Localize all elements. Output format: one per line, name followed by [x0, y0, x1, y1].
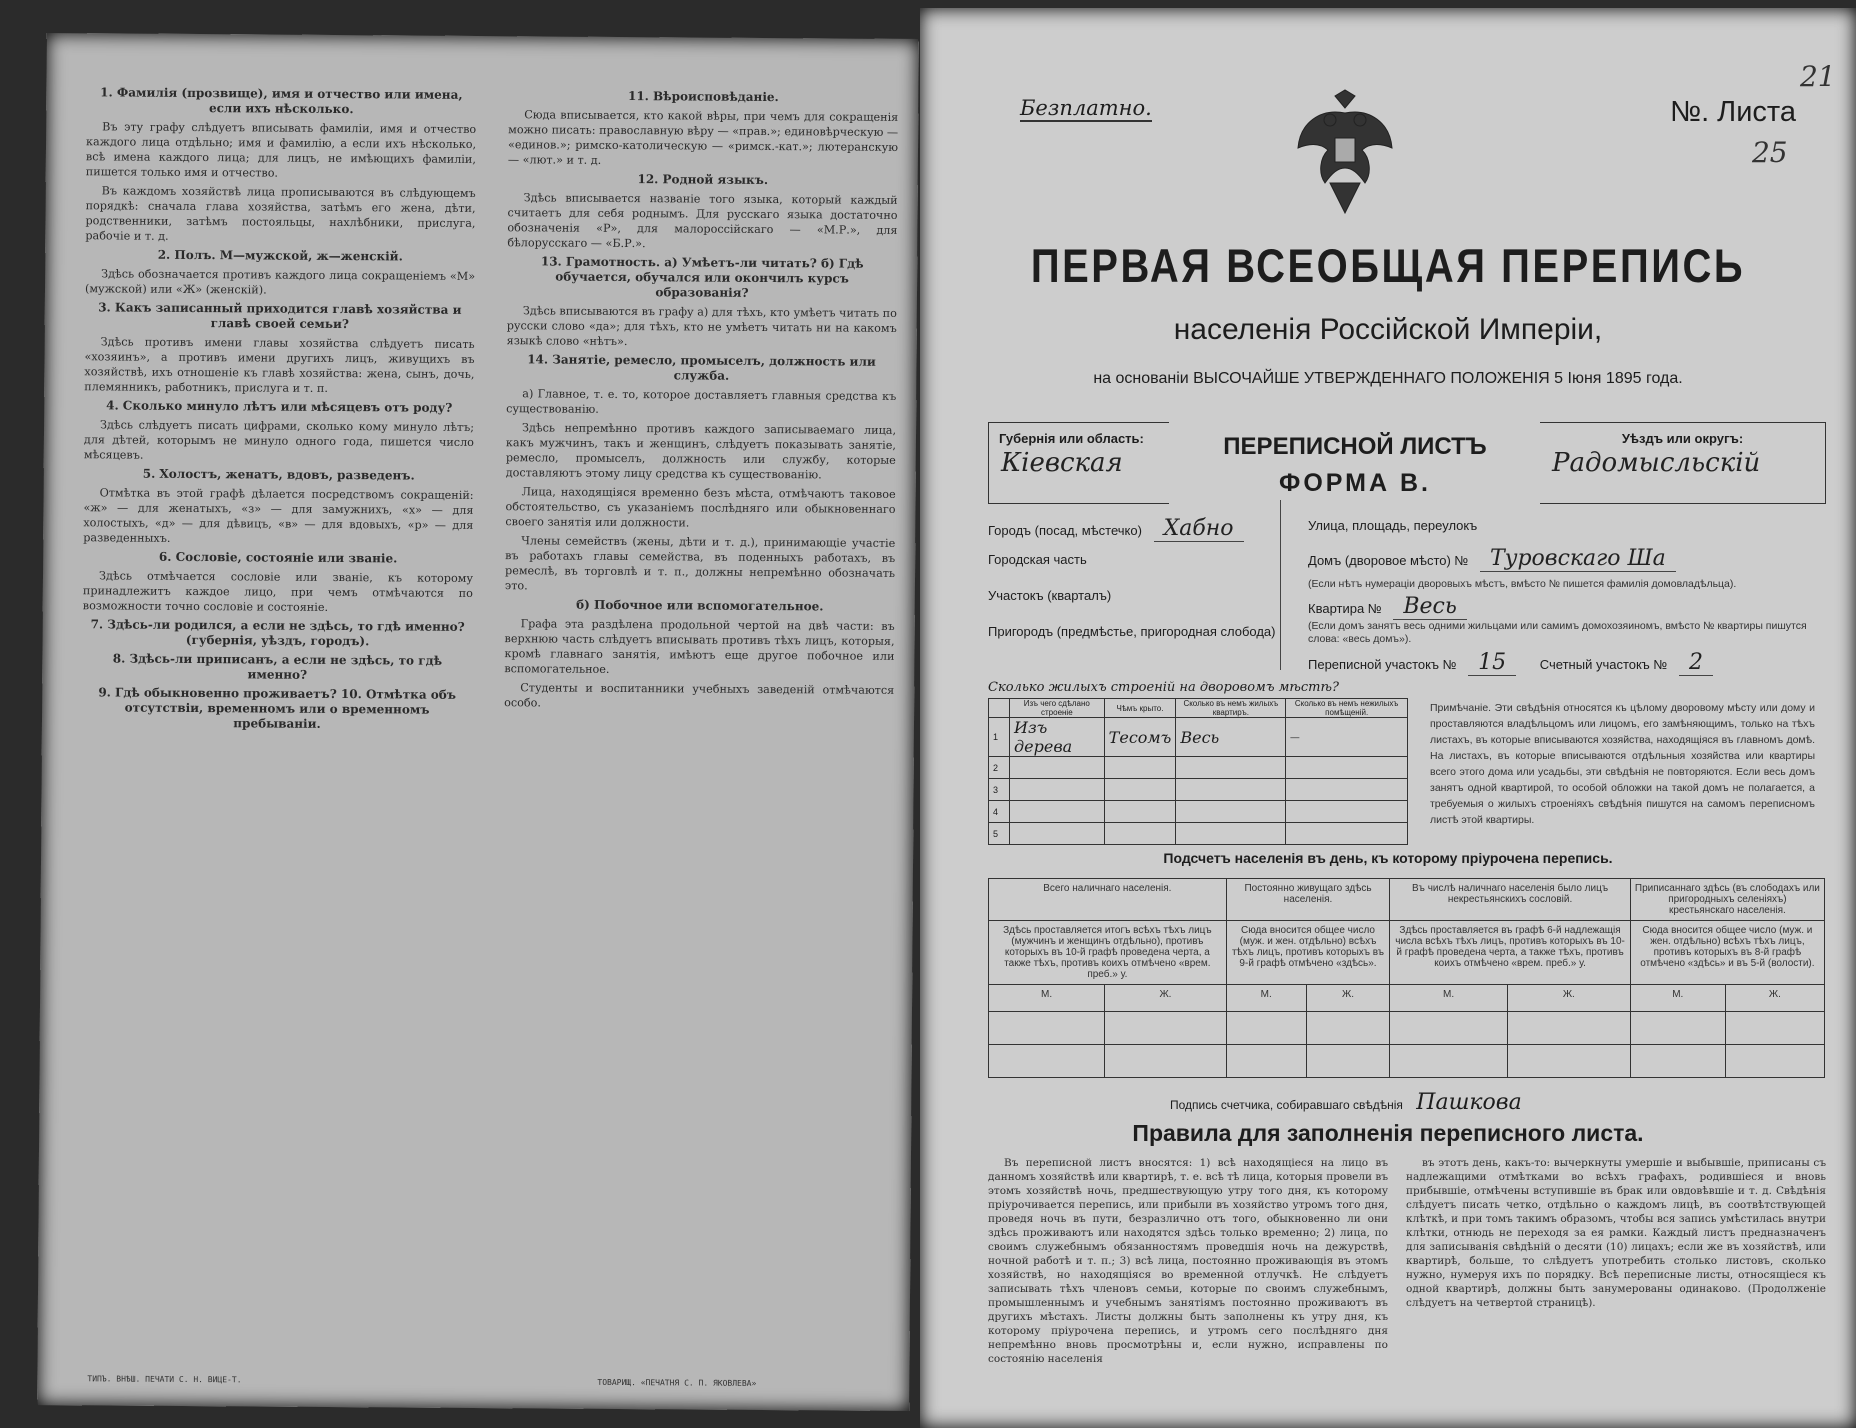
basis-line: на основаніи ВЫСОЧАЙШЕ УТВЕРЖДЕННАГО ПОЛОЖЕНІЯ 5 Іюня 1895 года. — [1093, 370, 1683, 387]
buildings-header-row — [989, 699, 1408, 718]
population-table — [988, 878, 1825, 1078]
pop-header: Постоянно живущаго здѣсь населенія. — [1226, 879, 1390, 921]
male-label: М. — [1630, 985, 1725, 1012]
census-plot-value: 15 — [1468, 650, 1516, 676]
rules-column-1 — [988, 1156, 1388, 1418]
suburb-field — [988, 624, 1275, 639]
city-label: Городъ (посад, мѣстечко) — [988, 523, 1142, 538]
col1-para: Отмѣтка въ этой графѣ дѣлается посредствомъ сокращеній: «ж» — для женатыхъ, «з» — для замужнихъ, «х» — для холостыхъ, «д» — для дѣвицъ, «в» — для вдовыхъ, «р» — для разведенныхъ. — [83, 486, 474, 545]
pop-desc: Здѣсь проставляется въ графѣ 6-й надлежащія числа всѣхъ тѣхъ лицъ, противъ которыхъ въ 10-й графѣ проведена черта, а также тѣхъ, противъ коихъ отмѣчено «врем. преб.» у. — [1390, 921, 1631, 985]
col2-para: Сюда вписывается, кто какой вѣры, при чемъ для сокращенія можно писать: православную вѣру — «прав.»; единовѣрческую — «единов.»; римско-католическую — «римск.-кат.»; лютеранскую — «лют.» и т. д. — [507, 108, 899, 167]
col2-para: Студенты и воспитанники учебныхъ заведеній отмѣчаются особо. — [504, 681, 895, 710]
page-title: ПЕРВАЯ ВСЕОБЩАЯ ПЕРЕПИСЬ — [1030, 239, 1746, 292]
population-count-title: Подсчетъ населенія въ день, къ которому пріурочена перепись. — [1163, 850, 1613, 866]
count-plot-value: 2 — [1679, 650, 1713, 676]
apartment-value: Весь — [1393, 594, 1467, 620]
rules-column-2 — [1406, 1156, 1826, 1418]
rules-title: Правила для заполненія переписного листа. — [1132, 1120, 1644, 1146]
city-field — [988, 516, 1244, 541]
table-row — [989, 718, 1408, 757]
divider — [1280, 500, 1281, 670]
col2-para: Здѣсь вписываются въ графу а) для тѣхъ, кто умѣетъ читать по русски слово «да»; для тѣхъ, кто не умѣетъ читать ни на какомъ языкѣ слово «нѣтъ». — [506, 304, 897, 349]
col1-para: Здѣсь противъ имени главы хозяйства слѣдуетъ писать «хозяинъ», а противъ имени другихъ лицъ, живущихъ въ хозяйствѣ, ихъ отношеніе къ главѣ хозяйства: жена, сынъ, дочь, племянникъ, работникъ, прислуга и т. п. — [84, 335, 475, 395]
house-field — [1308, 546, 1676, 571]
sheet-number-hand: 21 — [1799, 60, 1836, 93]
left-column-1 — [78, 81, 477, 1348]
female-label: Ж. — [1507, 985, 1630, 1012]
col2-para: Здѣсь непремѣнно противъ каждого записываемаго лица, какъ мужчинъ, такъ и женщинъ, слѣдуетъ показывать занятіе, ремесло, промыселъ, должность или службу, которые доставляютъ этому лицу средства къ существованію. — [505, 421, 897, 482]
col2-heading: 11. Вѣроисповѣданіе. — [627, 89, 779, 105]
rules-text-2: въ этотъ день, какъ-то: вычеркнуты умершіе и выбывшіе, приписаны съ надлежащими отмѣтками во всѣхъ графахъ, родившіеся и вновь прибывшіе, отмѣчены вступившіе въ брак или овдовѣвшіе и т. д. Свѣдѣнія слѣдуетъ писать четко, отдѣльно о каждомъ лицѣ, въ соотвѣтствующей клѣткѣ, и при томъ такимъ образомъ, чтобы вся запись умѣстилась внутри клѣтки, отнюдь не переходя за ея рамки. Каждый листъ предназначенъ для записыванія свѣдѣній о десяти (10) лицахъ; если же въ хозяйствѣ, или квартирѣ, больше, то слѣдуетъ употребить столько листовъ, сколько нужно, нумеруя ихъ по порядку. Всѣ переписные листы, относящіеся къ одной квартирѣ, должны быть занумерованы одинаково. (Продолженіе слѣдуетъ на четвертой страницѣ). — [1406, 1157, 1826, 1309]
col2-subheading: 13. Грамотность. а) Умѣетъ-ли читать? б) Гдѣ обучается, обучался или окончилъ курсъ образованія? — [540, 254, 864, 300]
col1-para: Здѣсь обозначается противъ каждого лица сокращеніемъ «М» (мужской) или «Ж» (женскій). — [84, 267, 476, 297]
left-footer-1: ТИПЪ. ВНѢШ. ПЕЧАТИ С. Н. ВИЦЕ-Т. — [87, 1374, 242, 1385]
row-number: 5 — [989, 823, 1010, 845]
signature-value: Пашкова — [1416, 1090, 1522, 1115]
male-label: М. — [1390, 985, 1508, 1012]
street-label: Улица, площадь, переулокъ — [1308, 518, 1478, 533]
buildings-table — [988, 698, 1408, 845]
col1-para: Здѣсь отмѣчается сословіе или званіе, къ которому принадлежитъ каждое лицо, при чемъ отмѣчаются по возможности точно сословіе и состояніе. — [82, 569, 474, 614]
free-label: Безплатно. — [1020, 96, 1152, 120]
apartment-label: Квартира № — [1308, 601, 1382, 616]
pop-blank-row — [989, 1045, 1825, 1078]
suburb-label: Пригородъ (предмѣстье, пригородная слобода) — [988, 624, 1276, 639]
street-field — [1308, 518, 1477, 533]
pop-header: Приписаннаго здѣсь (въ слободахъ или пригородныхъ селеніяхъ) крестьянскаго населенія. — [1630, 879, 1824, 921]
province-value: Кіевская — [1001, 448, 1123, 478]
district-box — [1540, 422, 1826, 504]
row-number: 2 — [989, 757, 1010, 779]
form-title-text: ПЕРЕПИСНОЙ ЛИСТЪ — [1223, 433, 1487, 460]
female-label: Ж. — [1105, 985, 1227, 1012]
house-note: (Если нѣтъ нумераціи дворовыхъ мѣстъ, вмѣсто № пишется фамилія домовладѣльца). — [1308, 578, 1737, 590]
sheet-number — [1669, 60, 1836, 169]
bld-header: Чѣмъ крыто. — [1104, 699, 1176, 718]
double-headed-eagle-icon — [1290, 88, 1400, 218]
col2-para: Графа эта раздѣлена продольной чертой на двѣ части: въ верхнюю часть слѣдуетъ вписывать противъ тѣхъ лицъ, которыя, кромѣ главнаго занятія, имѣютъ еще другое побочное или вспомогательное. — [504, 617, 895, 676]
apartment-field — [1308, 594, 1467, 619]
left-page — [37, 33, 919, 1411]
province-label: Губернія или область: — [999, 431, 1144, 446]
col2-subheading: 12. Родной языкъ. — [637, 172, 769, 188]
bld-nonres: — — [1286, 718, 1408, 757]
pop-header: Всего наличнаго населенія. — [989, 879, 1227, 921]
page-subtitle: населенія Россійской Имперіи, — [1173, 313, 1603, 346]
sheet-number-label: №. Листа — [1669, 96, 1796, 128]
rules-text-1: Въ переписной листъ вносятся: 1) всѣ находящіеся на лицо въ данномъ хозяйствѣ или квартирѣ, т. е. всѣ тѣ лица, которыя провели въ этомъ хозяйствѣ ночь, предшествующую утру того дня, къ которому пріурочивается перепись, или прибыли въ хозяйство утромъ того дня, проведя ночь въ пути, безразлично отъ того, обыкновенно ли они здѣсь проживаютъ или находятся здѣсь только временно; 2) лица, по своимъ служебнымъ обязанностямъ проведшія ночь на дежурствѣ, ночной работѣ и т. п.; 3) всѣ лица, постоянно проживающія въ этомъ хозяйствѣ, но находящіяся во временной отлучкѣ. Не слѣдуетъ записывать тѣхъ членовъ семьи, которые по своимъ служебнымъ, промышленнымъ и учебнымъ занятіямъ постоянно проживаютъ въ другихъ мѣстахъ. Листы должны быть заполнены къ утру дня, къ которому пріурочена перепись, и утромъ сего послѣдняго дня непремѣнно вновь просмотрѣны и, если нужно, исправлены по состоянію населенія — [988, 1157, 1388, 1365]
col1-subheading: 3. Какъ записанный приходится главѣ хозяйства и главѣ своей семьи? — [98, 300, 462, 332]
row-number: 4 — [989, 801, 1010, 823]
left-footer-2: ТОВАРИЩ. «ПЕЧАТНЯ С. П. ЯКОВЛЕВА» — [597, 1377, 757, 1388]
city-part-label: Городская часть — [988, 552, 1087, 567]
col1-para: Въ каждомъ хозяйствѣ лица прописываются въ слѣдующемъ порядкѣ: сначала глава хозяйства, затѣмъ его жена, дѣти, родственники, затѣмъ постояльцы, нахлѣбники, прислуга, рабочіе и т. д. — [85, 184, 476, 243]
signature-label: Подпись счетчика, собиравшаго свѣдѣнія — [1170, 1098, 1403, 1112]
district-label: Уѣздъ или округъ: — [1621, 431, 1744, 446]
male-label: М. — [1226, 985, 1306, 1012]
pop-desc: Сюда вносится общее число (муж. и жен. отдѣльно) всѣхъ тѣхъ лицъ, противъ которыхъ въ 9-й графѣ отмѣчено «здѣсь». — [1226, 921, 1390, 985]
plot-label: Участокъ (кварталъ) — [988, 588, 1112, 603]
form-letter: ФОРМА В. — [1279, 469, 1431, 497]
bld-apts: Весь — [1176, 718, 1286, 757]
province-box — [988, 422, 1169, 504]
col1-para: Здѣсь слѣдуетъ писать цифрами, сколько кому минуло лѣтъ; для дѣтей, которымъ не минуло одного года, пишется число мѣсяцевъ. — [83, 418, 475, 462]
table-row — [989, 823, 1408, 845]
counter-signature — [1170, 1090, 1522, 1115]
census-plot-label: Переписной участокъ № — [1308, 657, 1457, 672]
col2-subheading: 14. Занятіе, ремесло, промыселъ, должность или служба. — [527, 352, 876, 383]
pop-desc-row — [989, 921, 1825, 985]
pop-desc: Сюда вносится общее число (муж. и жен. отдѣльно) всѣхъ тѣхъ лицъ, противъ которыхъ въ 8-й графѣ отмѣчено «здѣсь» и въ 5-й (волости). — [1630, 921, 1824, 985]
bld-header: Сколько въ немъ жилыхъ квартиръ. — [1176, 699, 1286, 718]
count-plot-label: Счетный участокъ № — [1539, 657, 1668, 672]
col1-subheading: 9. Гдѣ обыкновенно проживаетъ? 10. Отмѣтка объ отсутствіи, временномъ или о временномъ пребываніи. — [98, 685, 457, 731]
house-value: Туровскаго Ша — [1480, 546, 1676, 572]
col2-para: Лица, находящіяся временно безъ мѣста, отмѣчаютъ таковое обстоятельство, съ указаніемъ послѣдняго или обыкновеннаго своего занятія или должности. — [505, 485, 896, 530]
right-page — [920, 8, 1856, 1428]
table-row — [989, 801, 1408, 823]
left-column-2 — [500, 84, 899, 1351]
female-label: Ж. — [1306, 985, 1390, 1012]
table-row — [989, 757, 1408, 779]
col2-subheading: б) Побочное или вспомогательное. — [576, 597, 824, 614]
form-title — [1190, 433, 1520, 498]
house-label: Домъ (дворовое мѣсто) № — [1308, 553, 1469, 568]
col1-subheading: 7. Здѣсь-ли родился, а если не здѣсь, то гдѣ именно? (губернія, уѣздъ, городъ). — [90, 617, 465, 649]
note-primechanie: Примѣчаніе. Эти свѣдѣнія относятся къ цѣлому дворовому мѣсту или дому и проставляются владѣльцомъ или лицомъ, его замѣняющимъ, только на тѣхъ листахъ, въ которые вписываются хозяйства, находящіяся въ главномъ домѣ. На листахъ, въ которые вписываются отдѣльныя хозяйства или квартиры всего этого дома или усадьбы, эти свѣдѣнія не повторяются. Если весь домъ занятъ одной квартирой, то особой обложки на такой домъ не полагается, а требуемыя о жилыхъ строеніяхъ свѣдѣнія пишутся на самомъ переписномъ листѣ этой квартиры. — [1430, 702, 1815, 826]
pop-header-row — [989, 879, 1825, 921]
col1-heading: 1. Фамилія (прозвище), имя и отчество или имена, если ихъ нѣсколько. — [100, 85, 463, 117]
census-plot-field — [1308, 650, 1713, 675]
row-number: 3 — [989, 779, 1010, 801]
col1-subheading: 2. Полъ. М—мужской, ж—женскій. — [157, 247, 403, 264]
sheet-number-hand-2: 25 — [1751, 136, 1788, 169]
col2-para: а) Главное, т. е. то, которое доставляетъ главныя средства къ существованію. — [506, 387, 897, 416]
male-label: М. — [989, 985, 1105, 1012]
table-row — [989, 779, 1408, 801]
pop-desc: Здѣсь проставляется итогъ всѣхъ тѣхъ лицъ (мужчинъ и женщинъ отдѣльно), противъ которыхъ въ 10-й графѣ проведена черта, а также тѣхъ, противъ коихъ отмѣчено «врем. преб.» у. — [989, 921, 1227, 985]
pop-header: Въ числѣ наличнаго населенія было лицъ некрестьянскихъ сословій. — [1390, 879, 1631, 921]
col1-subheading: 8. Здѣсь-ли приписанъ, а если не здѣсь, то гдѣ именно? — [112, 651, 443, 682]
pop-blank-row — [989, 1012, 1825, 1045]
city-part-field — [988, 552, 1087, 567]
row-number: 1 — [989, 718, 1010, 757]
district-value: Радомысльскій — [1552, 448, 1761, 478]
bld-header: Сколько въ немъ нежилыхъ помѣщеній. — [1286, 699, 1408, 718]
plot-field — [988, 588, 1111, 603]
col1-subheading: 6. Сословіе, состояніе или званіе. — [158, 549, 398, 566]
col2-para: Члены семействъ (жены, дѣти и т. д.), принимающіе участіе въ работахъ главы семейства, въ поденныхъ работахъ, въ ремеслѣ, въ торговлѣ и т. п., должны непремѣнно обозначать это. — [504, 534, 896, 593]
bld-roof: Тесомъ — [1104, 718, 1176, 757]
col1-subheading: 5. Холостъ, женатъ, вдовъ, разведенъ. — [142, 466, 415, 483]
female-label: Ж. — [1725, 985, 1824, 1012]
pop-mz-row — [989, 985, 1825, 1012]
buildings-question: Сколько жилыхъ строеній на дворовомъ мѣстѣ? — [988, 680, 1339, 695]
bld-header: Изъ чего сдѣлано строеніе — [1010, 699, 1105, 718]
apartment-note: (Если домъ занятъ весь одними жильцами или самимъ домохозяиномъ, вмѣсто № квартиры пишутся слова: «весь домъ»). — [1308, 620, 1807, 645]
col1-para: Въ эту графу слѣдуетъ вписывать фамиліи, имя и отчество каждого лица отдѣльно; имя и фамилію, а если ихъ нѣсколько, всѣ имена каждого лица; для лицъ, не имѣющихъ фамиліи, пишется только имя и отчество. — [85, 120, 477, 180]
bld-material: Изъ дерева — [1010, 718, 1105, 757]
col2-para: Здѣсь вписывается названіе того языка, который каждый считаетъ для себя роднымъ. Для русскаго языка достаточно обозначенія «Р», для малороссійскаго — «М.Р.», для бѣлорусскаго — «Б.Р.». — [507, 191, 898, 251]
city-value: Хабно — [1154, 516, 1244, 542]
col1-subheading: 4. Сколько минуло лѣтъ или мѣсяцевъ отъ роду? — [106, 398, 453, 415]
